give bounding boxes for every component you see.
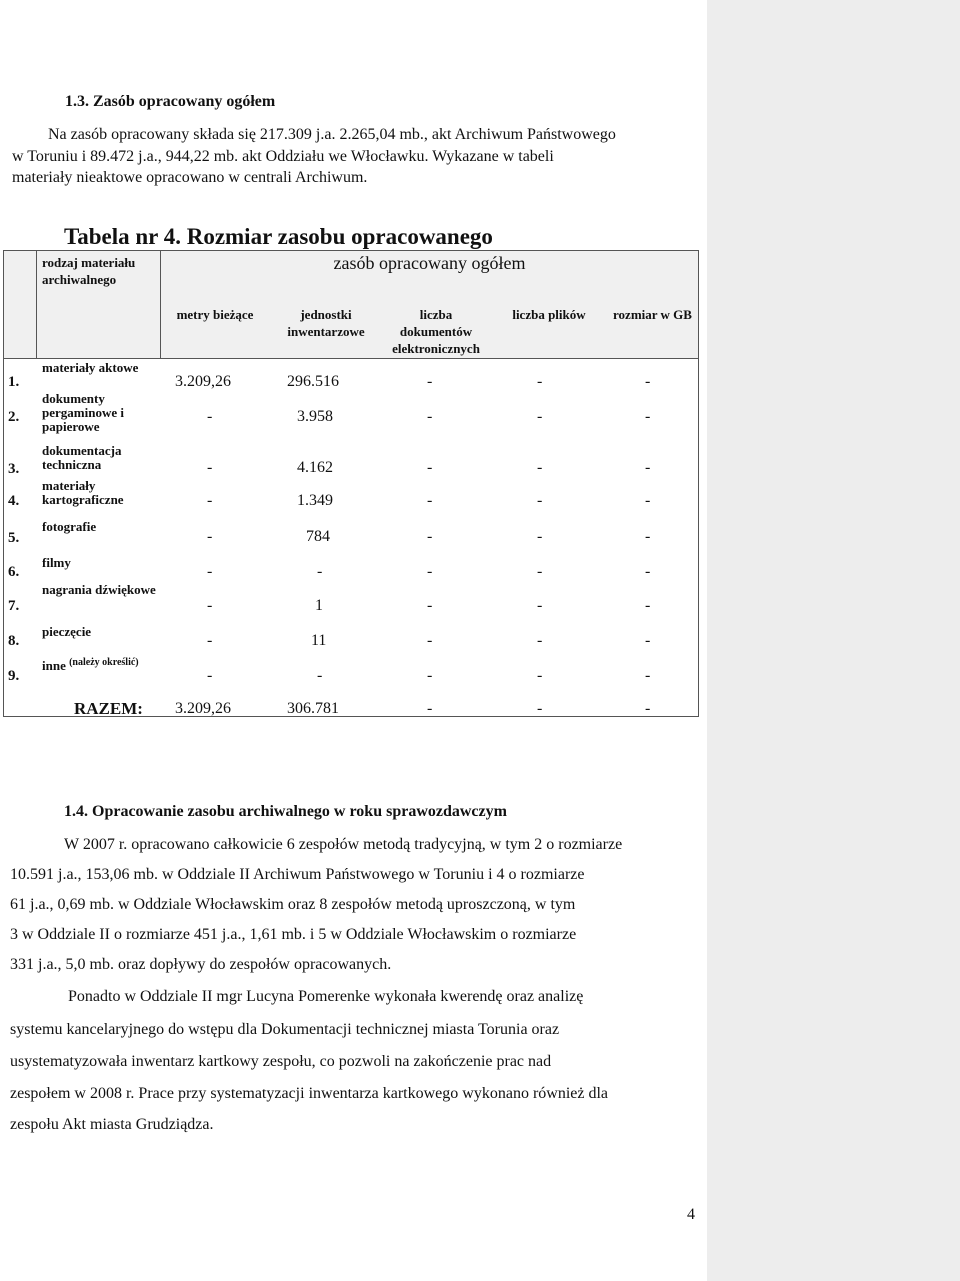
row-number: 4.	[8, 493, 20, 509]
section-1-4-p2-line-2: systemu kancelaryjnego do wstępu dla Dokumentacji technicznej miasta Torunia oraz	[10, 1021, 560, 1038]
table-divider	[3, 358, 699, 359]
row-label-note: (należy określić)	[69, 657, 139, 668]
cell-pliki: -	[537, 528, 543, 545]
cell-gb: -	[645, 408, 651, 425]
row-number: 3.	[8, 461, 20, 477]
header-jednostki: jednostki inwentarzowe	[287, 307, 365, 339]
comment-margin-panel	[707, 0, 960, 1281]
cell-jednostki: 3.958	[297, 408, 333, 425]
section-1-4-p1-line-1: W 2007 r. opracowano całkowicie 6 zespołów metodą tradycyjną, w tym 2 o rozmiarze	[64, 836, 623, 853]
cell-dokumenty: -	[427, 563, 433, 580]
cell-jednostki: 1.349	[297, 492, 333, 509]
table-title: Tabela nr 4. Rozmiar zasobu opracowanego	[64, 224, 493, 249]
total-metry: 3.209,26	[175, 700, 231, 717]
cell-gb: -	[645, 632, 651, 649]
row-label: filmy	[42, 555, 71, 570]
table-divider	[36, 250, 37, 358]
header-rozmiar-gb: rozmiar w GB	[613, 307, 692, 322]
total-jednostki: 306.781	[287, 700, 339, 717]
header-rodzaj: rodzaj materiału archiwalnego	[42, 255, 136, 287]
row-number: 1.	[8, 374, 20, 390]
section-1-4-p2-line-4: zespołem w 2008 r. Prace przy systematyzacji inwentarza kartkowego wykonano również dla	[10, 1085, 609, 1102]
cell-pliki: -	[537, 667, 543, 684]
row-number: 2.	[8, 409, 20, 425]
cell-metry: -	[207, 632, 213, 649]
cell-jednostki: 1	[315, 597, 323, 614]
cell-gb: -	[645, 373, 651, 390]
cell-dokumenty: -	[427, 597, 433, 614]
page-number: 4	[687, 1206, 695, 1223]
cell-gb: -	[645, 667, 651, 684]
header-liczba-plikow: liczba plików	[512, 307, 586, 322]
section-1-3-line-2: w Toruniu i 89.472 j.a., 944,22 mb. akt Oddziału we Włocławku. Wykazane w tabeli	[12, 148, 554, 165]
cell-jednostki: 4.162	[297, 459, 333, 476]
total-dokumenty: -	[427, 700, 433, 717]
cell-dokumenty: -	[427, 408, 433, 425]
section-1-4-p2-line-5: zespołu Akt miasta Grudziądza.	[10, 1116, 214, 1133]
section-1-3-line-3: materiały nieaktowe opracowano w centrali Archiwum.	[12, 169, 368, 186]
row-number: 6.	[8, 564, 20, 580]
row-label-other	[42, 659, 172, 673]
row-label: dokumentacja techniczna	[42, 443, 122, 472]
cell-pliki: -	[537, 563, 543, 580]
cell-dokumenty: -	[427, 492, 433, 509]
cell-metry: -	[207, 563, 213, 580]
row-number: 9.	[8, 668, 20, 684]
cell-metry: -	[207, 459, 213, 476]
cell-jednostki: 784	[306, 528, 330, 545]
total-gb: -	[645, 700, 651, 717]
row-number: 5.	[8, 530, 20, 546]
row-label: inne	[42, 658, 66, 673]
cell-pliki: -	[537, 632, 543, 649]
header-dokumenty-elektroniczne: liczba dokumentów elektronicznych	[392, 307, 480, 356]
cell-metry: 3.209,26	[175, 373, 231, 390]
section-1-4-p1-line-3: 61 j.a., 0,69 mb. w Oddziale Włocławskim oraz 8 zespołów metodą uproszczoną, w tym	[10, 896, 576, 913]
cell-gb: -	[645, 597, 651, 614]
header-group-label: zasób opracowany ogółem	[333, 253, 526, 273]
row-number: 7.	[8, 598, 20, 614]
section-1-4-p2-line-3: usystematyzowała inwentarz kartkowy zespołu, co pozwoli na zakończenie prac nad	[10, 1053, 552, 1070]
cell-gb: -	[645, 459, 651, 476]
section-1-4-p1-line-5: 331 j.a., 5,0 mb. oraz dopływy do zespołów opracowanych.	[10, 956, 392, 973]
cell-dokumenty: -	[427, 528, 433, 545]
cell-jednostki: 296.516	[287, 373, 339, 390]
cell-pliki: -	[537, 373, 543, 390]
cell-pliki: -	[537, 408, 543, 425]
cell-dokumenty: -	[427, 667, 433, 684]
total-label: RAZEM:	[74, 699, 143, 718]
total-pliki: -	[537, 700, 543, 717]
row-label: materiały kartograficzne	[42, 478, 124, 507]
cell-metry: -	[207, 667, 213, 684]
row-number: 8.	[8, 633, 20, 649]
cell-pliki: -	[537, 459, 543, 476]
section-1-4-p1-line-2: 10.591 j.a., 153,06 mb. w Oddziale II Archiwum Państwowego w Toruniu i 4 o rozmiarze	[10, 866, 585, 883]
row-label: nagrania dźwiękowe	[42, 582, 156, 597]
cell-dokumenty: -	[427, 459, 433, 476]
cell-metry: -	[207, 492, 213, 509]
cell-dokumenty: -	[427, 373, 433, 390]
cell-metry: -	[207, 528, 213, 545]
section-1-4-p2-line-1: Ponadto w Oddziale II mgr Lucyna Pomerenke wykonała kwerendę oraz analizę	[68, 988, 584, 1005]
section-1-3-title: 1.3. Zasób opracowany ogółem	[65, 93, 276, 110]
cell-pliki: -	[537, 492, 543, 509]
cell-gb: -	[645, 528, 651, 545]
cell-metry: -	[207, 597, 213, 614]
row-label: pieczęcie	[42, 624, 92, 639]
cell-dokumenty: -	[427, 632, 433, 649]
row-label: dokumenty pergaminowe i papierowe	[42, 391, 124, 434]
cell-jednostki: 11	[311, 632, 327, 649]
section-1-3-line-1: Na zasób opracowany składa się 217.309 j.a. 2.265,04 mb., akt Archiwum Państwowego	[48, 126, 616, 143]
header-metry: metry bieżące	[176, 307, 254, 322]
cell-gb: -	[645, 492, 651, 509]
cell-pliki: -	[537, 597, 543, 614]
row-label: fotografie	[42, 519, 97, 534]
cell-jednostki: -	[317, 563, 323, 580]
row-label: materiały aktowe	[42, 360, 139, 375]
section-1-4-p1-line-4: 3 w Oddziale II o rozmiarze 451 j.a., 1,61 mb. i 5 w Oddziale Włocławskim o rozmiarze	[10, 926, 577, 943]
cell-gb: -	[645, 563, 651, 580]
cell-metry: -	[207, 408, 213, 425]
section-1-4-title: 1.4. Opracowanie zasobu archiwalnego w roku sprawozdawczym	[64, 803, 507, 820]
cell-jednostki: -	[317, 667, 323, 684]
